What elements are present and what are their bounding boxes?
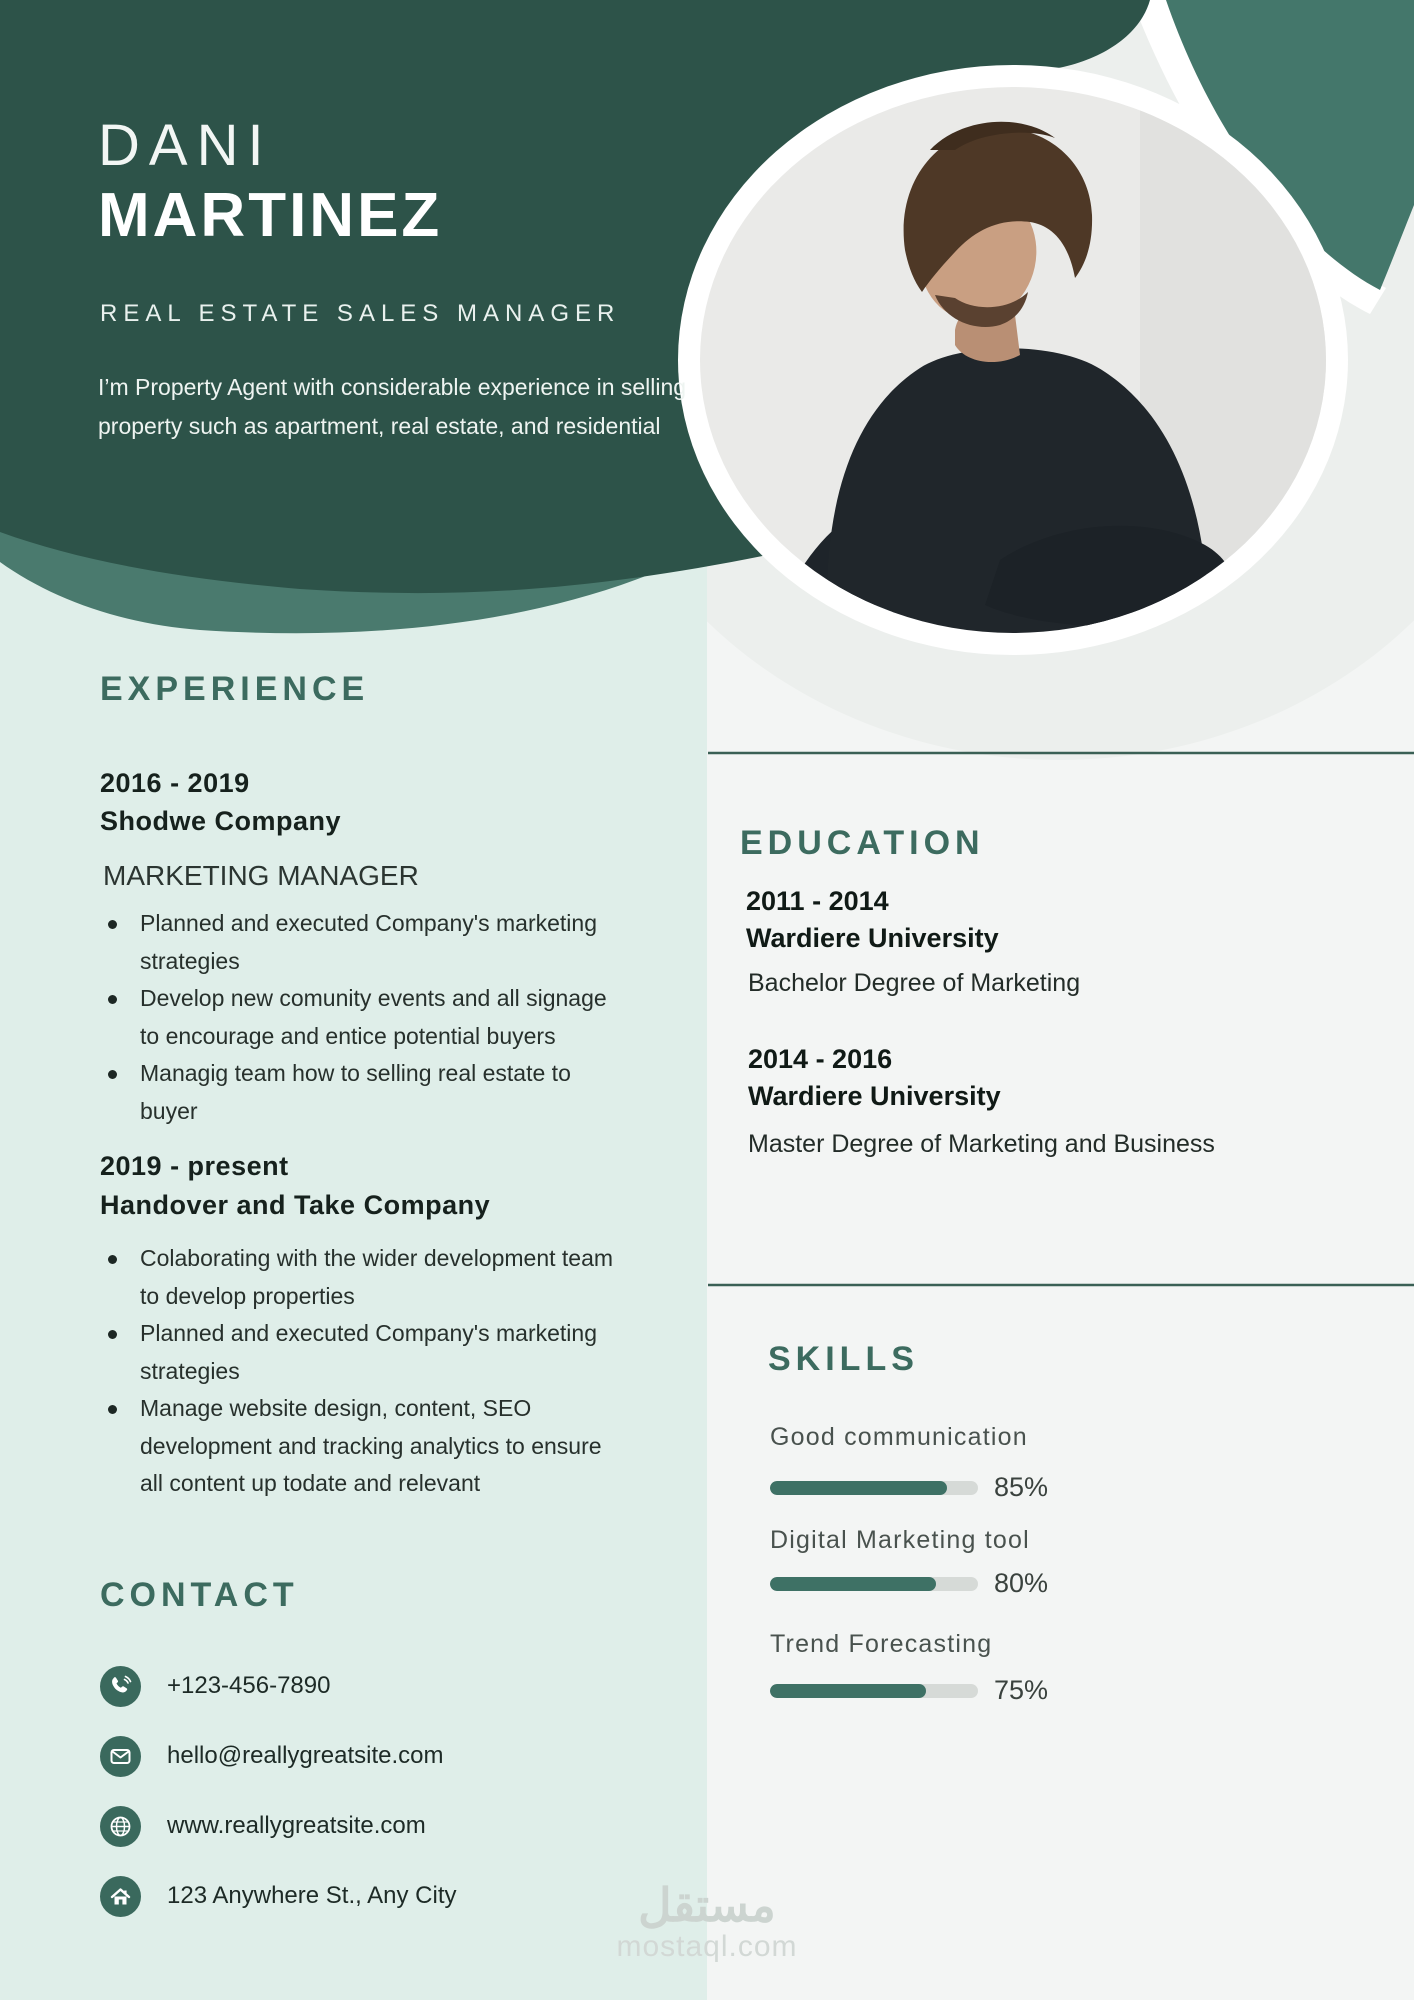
skill2-bar xyxy=(770,1577,978,1591)
edu2-school: Wardiere University xyxy=(748,1081,1001,1111)
contact-email-row xyxy=(100,1734,443,1778)
edu1-period: 2011 - 2014 xyxy=(746,886,889,916)
job1-bullet: Managig team how to selling real estate to buyer xyxy=(100,1055,625,1130)
job1-bullets xyxy=(100,905,625,1130)
job1-company: Shodwe Company xyxy=(100,806,342,836)
job2-bullet: Colaborating with the wider development team to develop properties xyxy=(100,1240,625,1315)
skill3-percent: 75% xyxy=(994,1675,1049,1705)
education-heading: EDUCATION xyxy=(740,824,985,862)
job1-bullet: Develop new comunity events and all signage to encourage and entice potential buyers xyxy=(100,980,625,1055)
phone-icon xyxy=(100,1666,141,1707)
email-icon xyxy=(100,1736,141,1777)
job-title: REAL ESTATE SALES MANAGER xyxy=(100,300,621,327)
edu1-degree: Bachelor Degree of Marketing xyxy=(748,969,1081,997)
contact-website-row xyxy=(100,1804,426,1848)
edu2-degree: Master Degree of Marketing and Business xyxy=(748,1130,1215,1158)
skill3-bar xyxy=(770,1684,978,1698)
edu2-period: 2014 - 2016 xyxy=(748,1044,893,1074)
job1-bullet: Planned and executed Company's marketing strategies xyxy=(100,905,625,980)
job1-role: MARKETING MANAGER xyxy=(103,860,419,891)
job2-period: 2019 - present xyxy=(100,1151,289,1181)
experience-heading: EXPERIENCE xyxy=(100,670,370,708)
watermark-arabic: مستقل xyxy=(638,1879,776,1931)
contact-heading: CONTACT xyxy=(100,1576,299,1614)
skill3-bar-fill xyxy=(770,1684,926,1698)
watermark-site: mostaql.com xyxy=(616,1930,798,1963)
address-value: 123 Anywhere St., Any City xyxy=(167,1882,457,1909)
skill1-label: Good communication xyxy=(770,1423,1028,1451)
job2-bullet: Manage website design, content, SEO development and tracking analytics to ensure all content up todate and relevant xyxy=(100,1390,625,1503)
edu1-school: Wardiere University xyxy=(746,923,999,953)
skill3-label: Trend Forecasting xyxy=(770,1630,993,1658)
job2-company: Handover and Take Company xyxy=(100,1190,491,1220)
skill2-bar-fill xyxy=(770,1577,936,1591)
phone-value: +123-456-7890 xyxy=(167,1672,331,1699)
job1-period: 2016 - 2019 xyxy=(100,768,250,798)
skill1-bar-fill xyxy=(770,1481,947,1495)
skill1-bar xyxy=(770,1481,978,1495)
last-name: MARTINEZ xyxy=(98,181,443,250)
job2-bullet: Planned and executed Company's marketing strategies xyxy=(100,1315,625,1390)
website-icon xyxy=(100,1806,141,1847)
contact-phone-row xyxy=(100,1664,330,1708)
website-value: www.reallygreatsite.com xyxy=(167,1812,426,1839)
skills-heading: SKILLS xyxy=(768,1340,919,1378)
job2-bullets xyxy=(100,1240,625,1503)
first-name: DANI xyxy=(98,113,273,178)
skill1-percent: 85% xyxy=(994,1472,1049,1502)
profile-summary: I’m Property Agent with considerable experience in selling property such as apartment, real estate, and residential xyxy=(98,374,687,439)
email-value: hello@reallygreatsite.com xyxy=(167,1742,444,1769)
skill2-label: Digital Marketing tool xyxy=(770,1526,1030,1554)
skill2-percent: 80% xyxy=(994,1568,1049,1598)
